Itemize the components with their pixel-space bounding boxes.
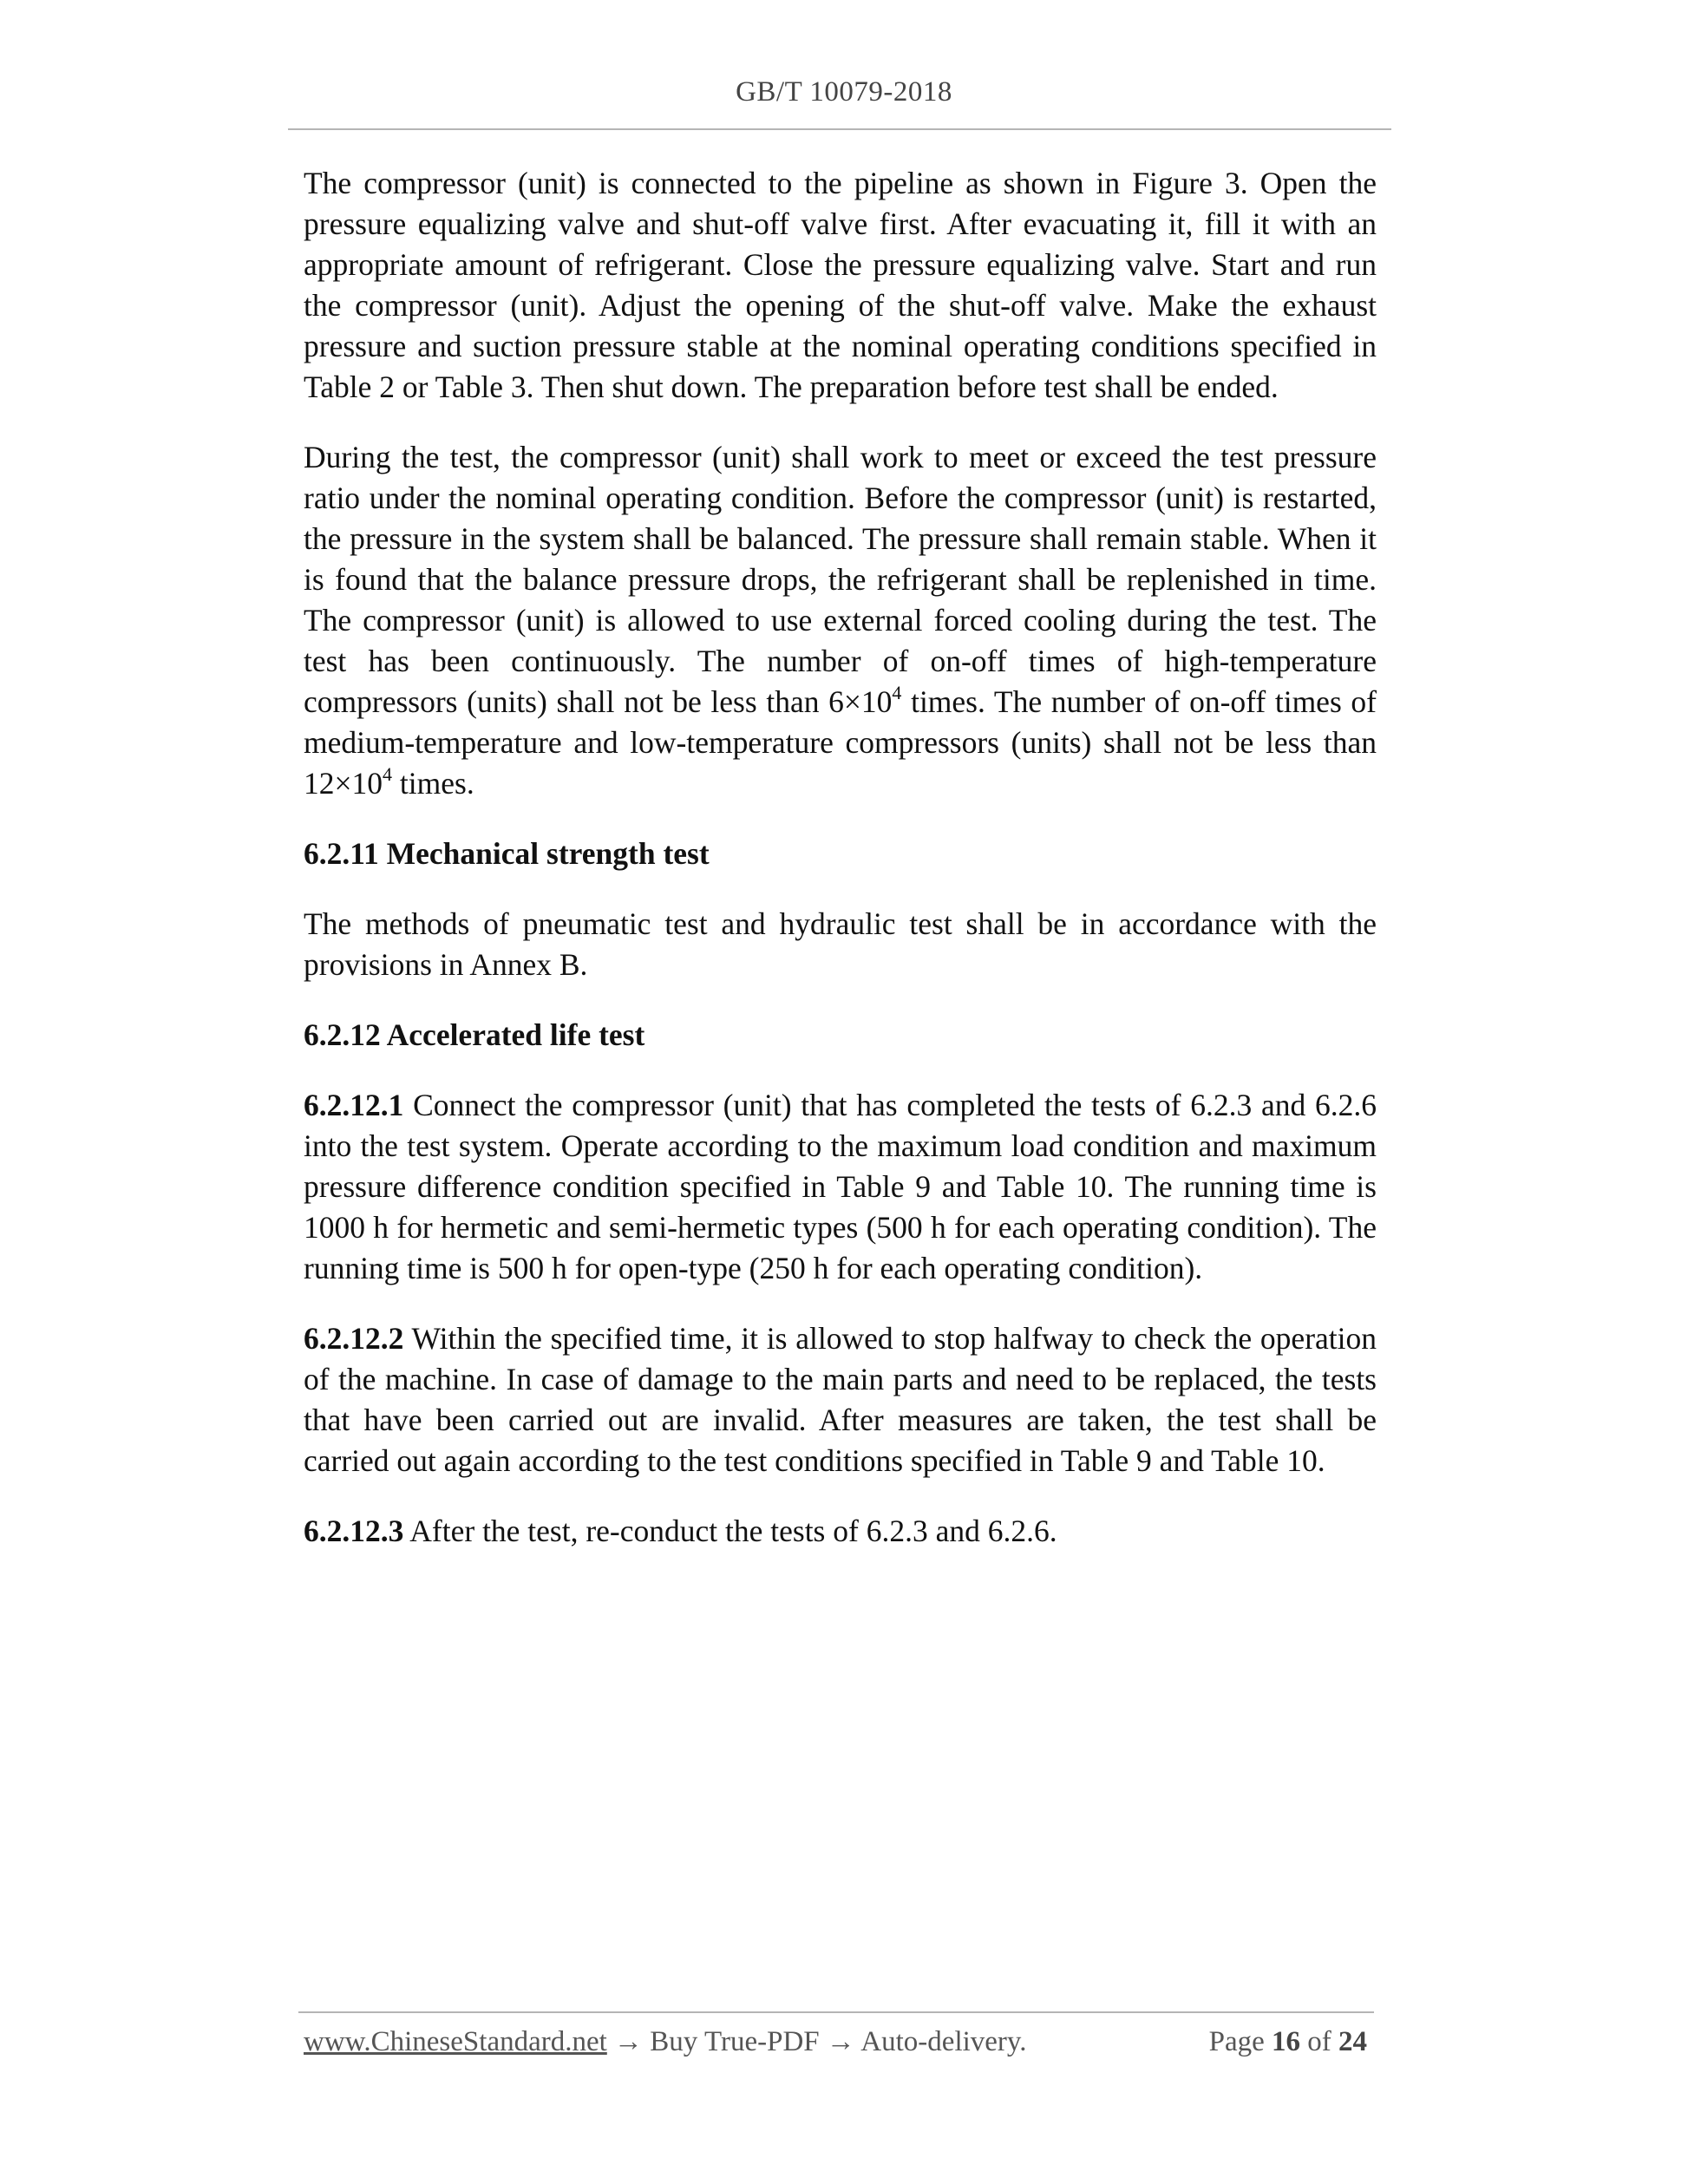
section-heading-6-2-11: 6.2.11 Mechanical strength test xyxy=(304,836,710,871)
header-divider xyxy=(288,128,1391,130)
section-heading-6-2-12: 6.2.12 Accelerated life test xyxy=(304,1017,645,1052)
clause-6-2-12-1 xyxy=(304,1085,1377,1289)
paragraph-text-part: During the test, the compressor (unit) shall work to meet or exceed the test pressure ratio under the nominal operating condition. Before the compressor (unit) is restarted, the pressure in the system shall be balanced. The pressure shall remain stable. When it is found that the balance pressure drops, the refrigerant shall be replenished in time. The compressor (unit) is allowed to use external forced cooling during the test. The test has been continuously. The number of on-off times of high-temperature compressors (units) shall not be less than 6×10 xyxy=(304,440,1377,719)
clause-text: After the test, re-conduct the tests of 6.2.3 and 6.2.6. xyxy=(403,1514,1057,1548)
exponent: 4 xyxy=(892,682,902,704)
clause-text: Within the specified time, it is allowed to stop halfway to check the operation of the machine. In case of damage to the main parts and need to be replaced, the tests that have been carried out are invalid. After measures are taken, the test shall be carried out again according to the test conditions specified in Table 9 and Table 10. xyxy=(304,1321,1377,1478)
paragraph-text-part: times. The number of on-off times of medium-temperature and low-temperature compressors (units) shall not be less than 12×10 xyxy=(304,684,1377,801)
paragraph-test-procedure xyxy=(304,437,1377,804)
exponent: 4 xyxy=(383,763,393,786)
page-footer xyxy=(304,2026,1371,2070)
page-indicator xyxy=(1209,2026,1367,2058)
document-body xyxy=(304,163,1377,1581)
clause-6-2-12-2 xyxy=(304,1318,1377,1481)
standard-code: GB/T 10079-2018 xyxy=(736,76,952,108)
footer-promo xyxy=(304,2026,1027,2058)
total-pages: 24 xyxy=(1338,2026,1367,2057)
clause-number: 6.2.12.3 xyxy=(304,1514,404,1548)
auto-delivery-text: Auto-delivery. xyxy=(854,2026,1027,2057)
buy-true-pdf-text: Buy True-PDF xyxy=(643,2026,827,2057)
paragraph-test-preparation: The compressor (unit) is connected to the pipeline as shown in Figure 3. Open the pressure equalizing valve and shut-off valve first. After evacuating it, fill it with an appropriate amount of refrigerant. Close the pressure equalizing valve. Start and run the compressor (unit). Adjust the opening of the shut-off valve. Make the exhaust pressure and suction pressure stable at the nominal operating conditions specified in Table 2 or Table 3. Then shut down. The preparation before test shall be ended. xyxy=(304,166,1377,404)
page-header xyxy=(0,76,1688,108)
arrow-right-icon: → xyxy=(826,2026,855,2057)
page-number: 16 xyxy=(1272,2026,1300,2057)
paragraph-mechanical-strength: The methods of pneumatic test and hydraulic test shall be in accordance with the provisions in Annex B. xyxy=(304,906,1377,982)
arrow-right-icon: → xyxy=(614,2026,644,2057)
of-label: of xyxy=(1300,2026,1338,2057)
clause-number: 6.2.12.1 xyxy=(304,1088,404,1122)
clause-number: 6.2.12.2 xyxy=(304,1321,404,1356)
page-label: Page xyxy=(1208,2026,1272,2057)
website-link[interactable]: www.ChineseStandard.net xyxy=(304,2026,607,2057)
footer-divider xyxy=(298,2011,1374,2013)
clause-6-2-12-3 xyxy=(304,1511,1377,1552)
clause-text: Connect the compressor (unit) that has completed the tests of 6.2.3 and 6.2.6 into the test system. Operate according to the maximum load condition and maximum pressure difference condition specified in Table 9 and Table 10. The running time is 1000 h for hermetic and semi-hermetic types (500 h for each operating condition). The running time is 500 h for open-type (250 h for each operating condition). xyxy=(304,1088,1377,1285)
paragraph-text-part: times. xyxy=(392,766,474,801)
